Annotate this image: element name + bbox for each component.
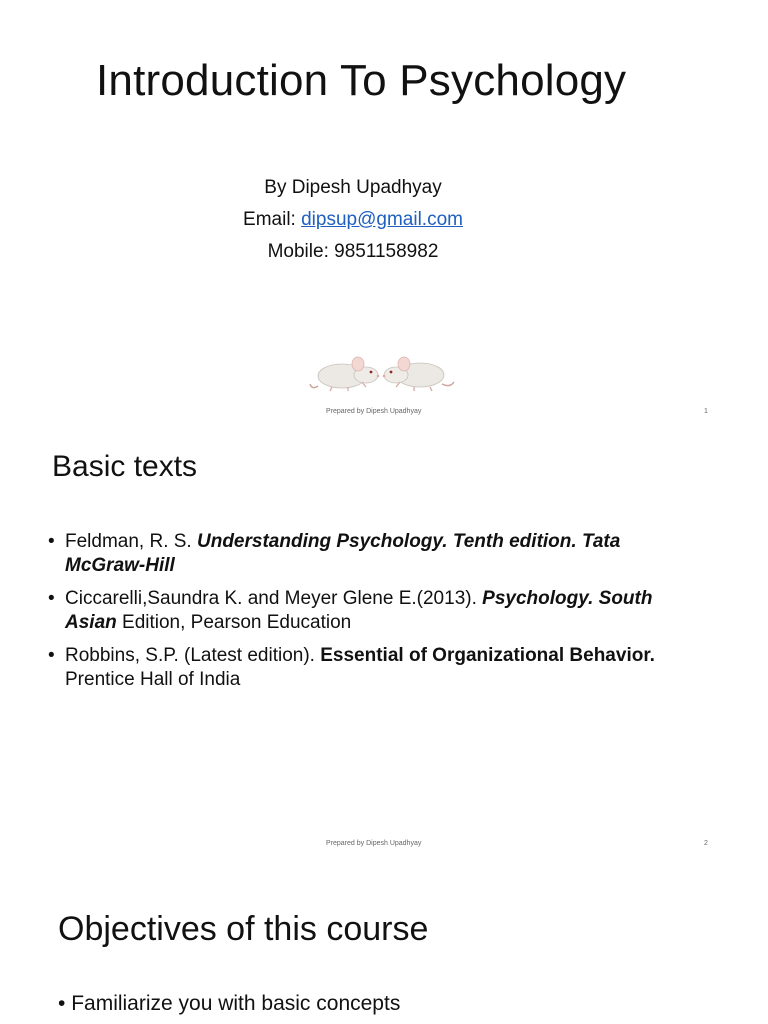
email-link[interactable]: dipsup@gmail.com (301, 209, 463, 230)
list-item (48, 530, 658, 578)
mouse-right-icon (383, 357, 454, 391)
slide-1 (0, 0, 768, 430)
author-block (0, 172, 706, 268)
author-name: By Dipesh Upadhyay (264, 177, 442, 198)
footer-text: Prepared by Dipesh Upadhyay (326, 840, 422, 847)
reference-title: Essential of Organizational Behavior. (320, 645, 655, 666)
email-line (0, 204, 706, 236)
reference-author: Ciccarelli,Saundra K. and Meyer Glene E.(2013). (65, 588, 483, 609)
mouse-left-icon (310, 357, 379, 391)
reference-author: Feldman, R. S. (65, 531, 197, 552)
reference-title: Psychology. South Asian (65, 588, 653, 633)
reference-list (48, 530, 658, 701)
slide-title: Basic texts (52, 450, 198, 483)
objective-list (58, 992, 400, 1016)
slide-title: Introduction To Psychology (96, 56, 627, 105)
mice-illustration (308, 344, 456, 396)
page-number: 2 (704, 840, 708, 847)
list-item: • Familiarize you with basic concepts (58, 992, 400, 1016)
slide-title: Objectives of this course (58, 910, 429, 948)
reference-author: Robbins, S.P. (Latest edition). (65, 645, 321, 666)
email-label: Email: (243, 209, 302, 230)
mobile-line: Mobile: 9851158982 (267, 241, 439, 262)
slide-3 (0, 870, 768, 1024)
reference-publisher: Edition, Pearson Education (116, 612, 352, 633)
list-item (48, 644, 658, 692)
slide-2 (0, 430, 768, 870)
reference-title: Understanding Psychology. Tenth edition. Tata McGraw-Hill (65, 531, 621, 576)
list-item (48, 587, 658, 635)
page-number: 1 (704, 408, 708, 415)
reference-publisher: Prentice Hall of India (65, 669, 241, 690)
footer-text: Prepared by Dipesh Upadhyay (326, 408, 422, 415)
